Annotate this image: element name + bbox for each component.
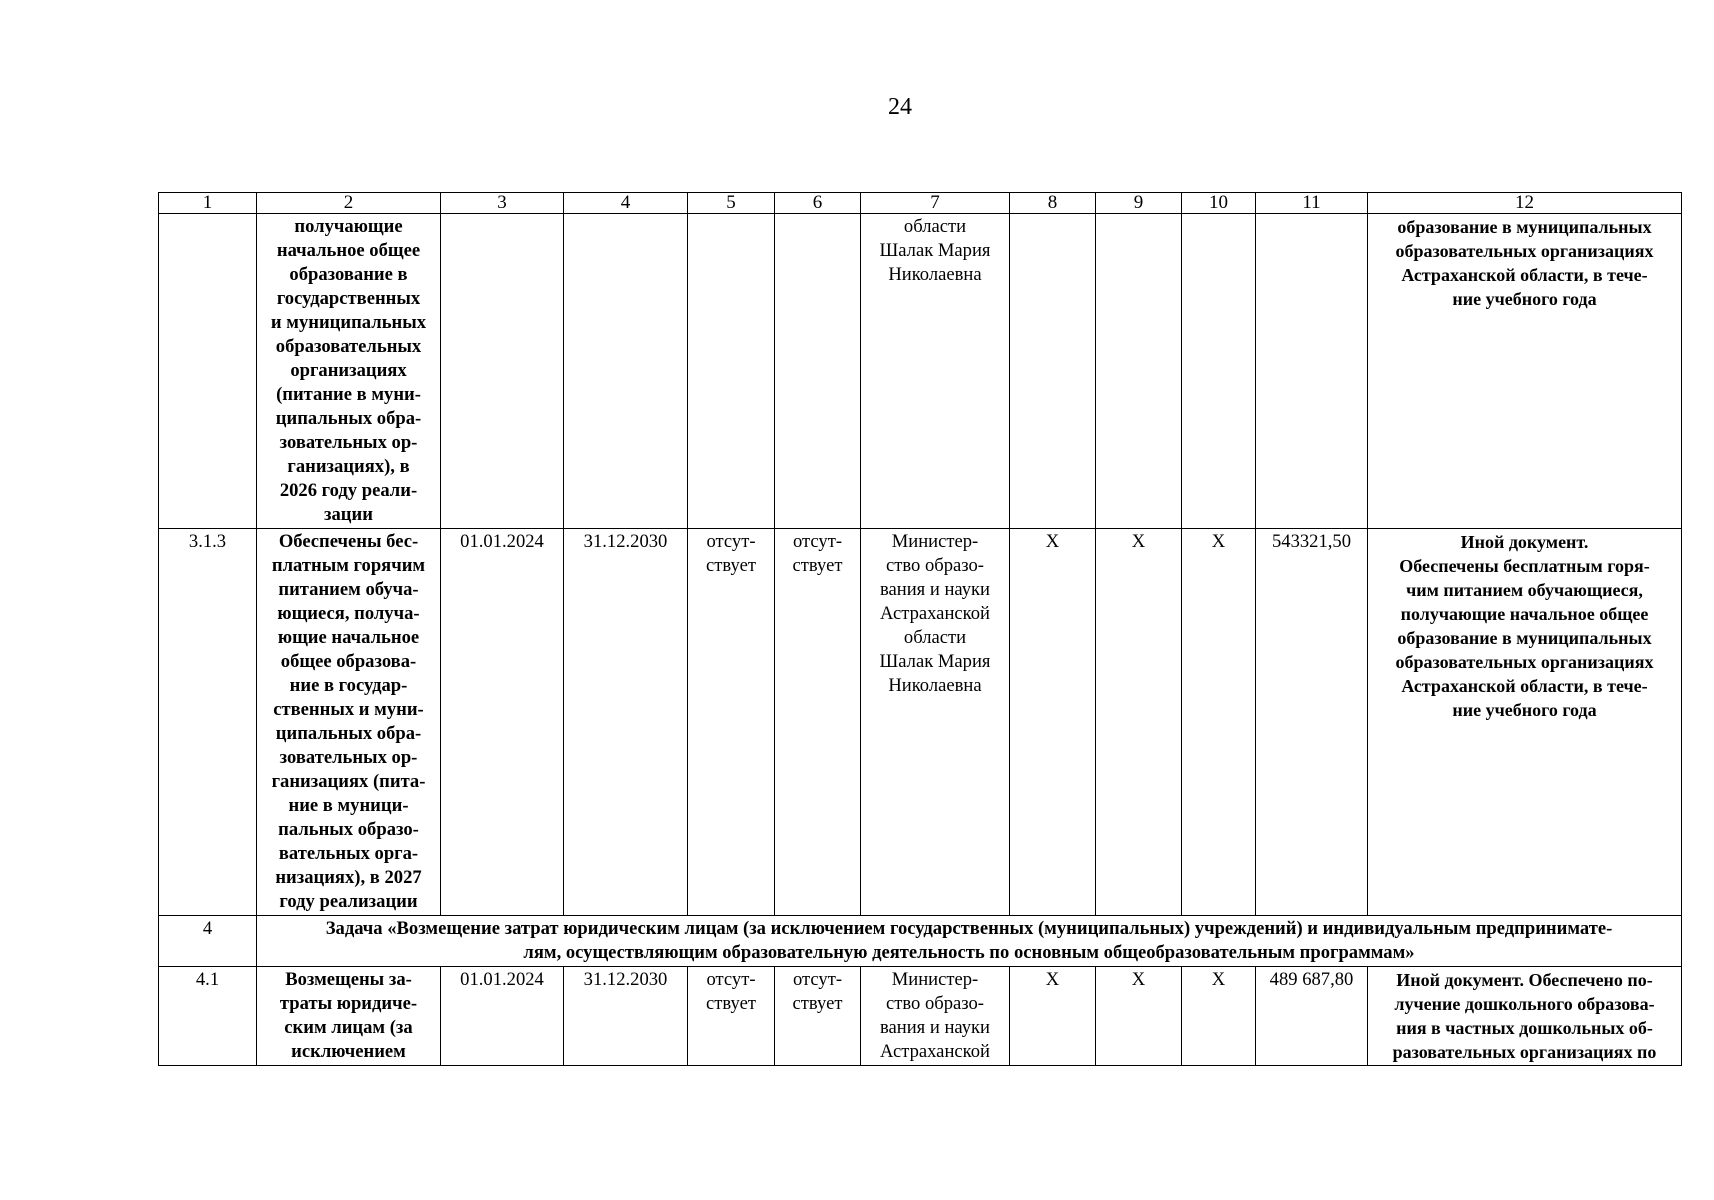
cell-col10 [1182, 214, 1256, 529]
column-header: 12 [1368, 193, 1682, 214]
cell-col9 [1096, 214, 1182, 529]
cell-col5 [688, 214, 775, 529]
cell-start-date [441, 214, 564, 529]
column-header: 6 [775, 193, 861, 214]
cell-col10: X [1182, 529, 1256, 916]
column-header: 2 [257, 193, 441, 214]
cell-result-name: получающие начальное общее образование в государственных и муниципальных образовательных организациях (питание в муни- ципальных обра- зовательных ор- ганизациях), в 2026 году реали- зации [257, 214, 441, 529]
cell-number [159, 214, 257, 529]
cell-col8: X [1010, 967, 1096, 1066]
cell-col5: отсут- ствует [688, 967, 775, 1066]
cell-start-date: 01.01.2024 [441, 967, 564, 1066]
cell-col8: X [1010, 529, 1096, 916]
cell-number: 3.1.3 [159, 529, 257, 916]
cell-responsible: области Шалак Мария Николаевна [861, 214, 1010, 529]
column-header: 4 [564, 193, 688, 214]
cell-start-date: 01.01.2024 [441, 529, 564, 916]
cell-col6: отсут- ствует [775, 529, 861, 916]
cell-col6 [775, 214, 861, 529]
page-number: 24 [888, 94, 912, 120]
cell-col10: X [1182, 967, 1256, 1066]
cell-end-date: 31.12.2030 [564, 529, 688, 916]
cell-result-name: Возмещены за- траты юридиче- ским лицам (за исключением [257, 967, 441, 1066]
cell-document: Иной документ. Обеспечено по- лучение дошкольного образова- ния в частных дошкольных об- разовательных организациях по [1368, 967, 1682, 1066]
column-header: 7 [861, 193, 1010, 214]
column-header: 11 [1256, 193, 1368, 214]
cell-col6: отсут- ствует [775, 967, 861, 1066]
cell-number: 4.1 [159, 967, 257, 1066]
cell-end-date: 31.12.2030 [564, 967, 688, 1066]
table-row [159, 214, 1682, 529]
column-header: 9 [1096, 193, 1182, 214]
cell-document: Иной документ. Обеспечены бесплатным горя- чим питанием обучающиеся, получающие начальное общее образование в муниципальных образовательных организациях Астраханской области, в тече- ние учебного года [1368, 529, 1682, 916]
cell-amount [1256, 214, 1368, 529]
table-header-row [159, 193, 1682, 214]
cell-col5: отсут- ствует [688, 529, 775, 916]
task-text: Задача «Возмещение затрат юридическим лицам (за исключением государственных (муниципальных) учреждений) и индивидуальным предпринимате- лям, осуществляющим образовательную деятельность по основным общеобразовательным программам» [257, 916, 1682, 967]
column-header: 1 [159, 193, 257, 214]
cell-amount: 543321,50 [1256, 529, 1368, 916]
cell-document: образование в муниципальных образовательных организациях Астраханской области, в тече- ние учебного года [1368, 214, 1682, 529]
cell-end-date [564, 214, 688, 529]
column-header: 8 [1010, 193, 1096, 214]
cell-col8 [1010, 214, 1096, 529]
cell-result-name: Обеспечены бес- платным горячим питанием обуча- ющиеся, получа- ющие начальное общее образова- ние в государ- ственных и муни- ципальных обра- зовательных ор- ганизациях (пита- ние в муници- пальных образо- вательных орга- низациях), в 2027 году реализации [257, 529, 441, 916]
column-header: 10 [1182, 193, 1256, 214]
table-row [159, 967, 1682, 1066]
cell-col9: X [1096, 529, 1182, 916]
cell-responsible: Министер- ство образо- вания и науки Астраханской области Шалак Мария Николаевна [861, 529, 1010, 916]
column-header: 5 [688, 193, 775, 214]
cell-amount: 489 687,80 [1256, 967, 1368, 1066]
task-row [159, 916, 1682, 967]
cell-col9: X [1096, 967, 1182, 1066]
table-row [159, 529, 1682, 916]
task-number: 4 [159, 916, 257, 967]
cell-responsible: Министер- ство образо- вания и науки Астраханской [861, 967, 1010, 1066]
document-table [158, 192, 1682, 1066]
column-header: 3 [441, 193, 564, 214]
